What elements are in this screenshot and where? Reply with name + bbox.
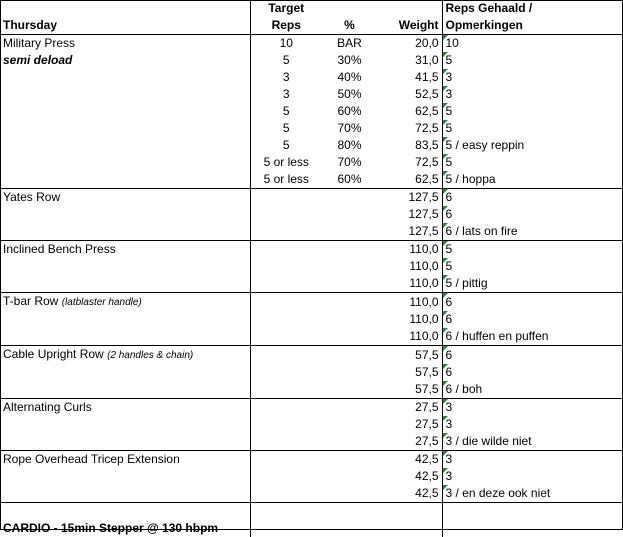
target-reps-cell[interactable]: 10 [279, 36, 293, 50]
notes-text: 6 [445, 365, 453, 379]
weight-cell[interactable]: 31,0 [377, 52, 442, 69]
exercise-name: Cable Upright Row [3, 347, 104, 361]
error-flag-icon [443, 416, 448, 421]
table-row [0, 223, 623, 241]
percent-cell[interactable] [322, 241, 377, 259]
error-flag-icon [443, 86, 448, 91]
weight-cell[interactable]: 72,5 [377, 120, 442, 137]
notes-cell[interactable] [442, 189, 623, 207]
notes-text: 5 [445, 53, 453, 67]
table-row [0, 451, 623, 469]
notes-text: 3 [445, 87, 453, 101]
notes-text: 5 / easy reppin [445, 138, 525, 152]
table-row [0, 86, 623, 103]
error-flag-icon [443, 52, 448, 57]
percent-cell[interactable] [322, 451, 377, 469]
table-row [0, 52, 623, 69]
notes-text: 6 / huffen en puffen [445, 329, 549, 343]
error-flag-icon [443, 171, 448, 176]
exercise-cell[interactable] [0, 120, 250, 137]
error-flag-icon [443, 69, 448, 74]
table-row [0, 311, 623, 328]
notes-cell[interactable] [442, 241, 623, 259]
error-flag-icon [443, 275, 448, 280]
notes-text: 5 / hoppa [445, 172, 496, 186]
error-flag-icon [443, 433, 448, 438]
weight-header-spacer [377, 0, 442, 17]
exercise-cell[interactable] [0, 69, 250, 86]
table-row [0, 120, 623, 137]
exercise-cell[interactable] [0, 381, 250, 399]
percent-cell[interactable]: 60% [337, 104, 362, 118]
table-row [0, 35, 623, 53]
exercise-cell[interactable] [0, 86, 250, 103]
notes-text: 6 / boh [445, 382, 483, 396]
notes-text: 3 [445, 452, 453, 466]
notes-cell[interactable] [442, 223, 623, 241]
percent-header: % [322, 17, 377, 35]
weight-cell[interactable]: 57,5 [377, 346, 442, 365]
target-reps-cell[interactable] [250, 275, 322, 293]
notes-cell[interactable] [442, 154, 623, 171]
target-reps-cell[interactable] [250, 206, 322, 223]
weight-cell[interactable]: 72,5 [377, 154, 442, 171]
percent-cell[interactable] [322, 206, 377, 223]
exercise-cell[interactable] [0, 364, 250, 381]
exercise-cell[interactable] [0, 433, 250, 451]
target-reps-cell[interactable]: 5 or less [263, 155, 309, 169]
error-flag-icon [443, 154, 448, 159]
notes-cell[interactable] [442, 399, 623, 417]
error-flag-icon [443, 241, 448, 246]
target-reps-cell[interactable]: 5 [282, 53, 290, 67]
weight-cell[interactable]: 57,5 [377, 364, 442, 381]
table-row [0, 416, 623, 433]
spacer-row [0, 503, 623, 521]
notes-text: 5 [445, 259, 453, 273]
percent-cell[interactable]: 30% [337, 53, 362, 67]
target-reps-cell[interactable]: 3 [282, 87, 290, 101]
target-reps-cell[interactable]: 5 or less [263, 172, 309, 186]
target-reps-cell[interactable] [250, 189, 322, 207]
notes-text: 6 [445, 190, 453, 204]
notes-cell[interactable] [442, 137, 623, 154]
target-reps-cell[interactable] [250, 293, 322, 312]
target-reps-cell[interactable] [250, 223, 322, 241]
cardio-row [0, 520, 623, 537]
weight-cell[interactable]: 57,5 [377, 381, 442, 399]
weight-cell[interactable]: 20,0 [377, 35, 442, 53]
weight-cell[interactable]: 42,5 [377, 451, 442, 469]
notes-text: 5 [445, 121, 453, 135]
header-spacer [0, 0, 250, 17]
error-flag-icon [443, 381, 448, 386]
error-flag-icon [443, 399, 448, 404]
weight-cell[interactable]: 110,0 [377, 275, 442, 293]
exercise-cell[interactable] [0, 52, 250, 69]
notes-cell[interactable] [442, 52, 623, 69]
error-flag-icon [443, 137, 448, 142]
weight-cell[interactable]: 83,5 [377, 137, 442, 154]
header-row-1 [0, 0, 623, 17]
exercise-cell[interactable] [0, 275, 250, 293]
table-row [0, 69, 623, 86]
weight-cell[interactable]: 52,5 [377, 86, 442, 103]
percent-cell[interactable]: 60% [337, 172, 362, 186]
exercise-cell[interactable] [0, 293, 250, 312]
notes-text: 5 [445, 104, 453, 118]
exercise-name: T-bar Row [3, 294, 59, 308]
percent-header-spacer [322, 0, 377, 17]
exercise-cell[interactable] [0, 451, 250, 469]
notes-cell[interactable] [442, 433, 623, 451]
target-reps-cell[interactable] [250, 381, 322, 399]
exercise-cell[interactable] [0, 154, 250, 171]
percent-cell[interactable] [322, 364, 377, 381]
exercise-cell[interactable] [0, 416, 250, 433]
notes-text: 6 [445, 207, 453, 221]
notes-cell[interactable] [442, 69, 623, 86]
exercise-cell[interactable] [0, 171, 250, 189]
exercise-name: Military Press [3, 36, 76, 50]
exercise-note: (latblaster handle) [61, 297, 142, 308]
table-row [0, 103, 623, 120]
percent-cell[interactable]: 70% [337, 155, 362, 169]
notes-text: 6 / lats on fire [445, 224, 518, 238]
exercise-cell[interactable] [0, 468, 250, 485]
percent-cell[interactable] [322, 416, 377, 433]
notes-cell[interactable] [442, 171, 623, 189]
table-row [0, 433, 623, 451]
notes-text: 5 / pittig [445, 276, 488, 290]
table-row [0, 189, 623, 207]
target-reps-cell[interactable] [250, 399, 322, 417]
weight-cell[interactable]: 62,5 [377, 171, 442, 189]
empty-cell [377, 520, 442, 537]
table-row [0, 154, 623, 171]
target-reps-cell[interactable]: 5 [282, 104, 290, 118]
table-row [0, 346, 623, 365]
percent-cell[interactable] [322, 275, 377, 293]
empty-cell [377, 503, 442, 521]
error-flag-icon [443, 35, 448, 40]
target-reps-cell[interactable] [250, 241, 322, 259]
notes-cell[interactable] [442, 86, 623, 103]
weight-cell[interactable]: 62,5 [377, 103, 442, 120]
notes-cell[interactable] [442, 468, 623, 485]
exercise-cell[interactable] [0, 241, 250, 259]
error-flag-icon [443, 346, 448, 351]
target-reps-cell[interactable]: 3 [282, 70, 290, 84]
error-flag-icon [443, 258, 448, 263]
percent-cell[interactable] [322, 293, 377, 312]
error-flag-icon [443, 189, 448, 194]
target-reps-cell[interactable] [250, 433, 322, 451]
empty-cell [250, 520, 322, 537]
exercise-cell[interactable] [0, 35, 250, 53]
notes-cell[interactable] [442, 364, 623, 381]
notes-cell[interactable] [442, 275, 623, 293]
error-flag-icon [443, 485, 448, 490]
percent-cell[interactable] [322, 485, 377, 503]
notes-text: 5 [445, 242, 453, 256]
exercise-name: Inclined Bench Press [3, 242, 116, 256]
notes-text: 5 [445, 155, 453, 169]
exercise-cell[interactable] [0, 311, 250, 328]
table-row [0, 364, 623, 381]
exercise-note: (2 handles & chain) [107, 350, 194, 361]
error-flag-icon [443, 120, 448, 125]
percent-cell[interactable] [322, 311, 377, 328]
empty-cell [322, 520, 377, 537]
target-reps-cell[interactable]: 5 [282, 138, 290, 152]
notes-text: 6 [445, 347, 453, 362]
error-flag-icon [443, 223, 448, 228]
notes-text: 3 [445, 469, 453, 483]
weight-cell[interactable]: 127,5 [377, 223, 442, 241]
notes-cell[interactable] [442, 293, 623, 312]
percent-cell[interactable] [322, 346, 377, 365]
header-row-2 [0, 17, 623, 35]
notes-cell[interactable] [442, 103, 623, 120]
empty-cell [442, 520, 623, 537]
target-reps-cell[interactable] [250, 258, 322, 275]
notes-text: 3 [445, 417, 453, 431]
notes-text: 10 [445, 36, 459, 50]
table-row [0, 328, 623, 346]
notes-cell[interactable] [442, 451, 623, 469]
target-reps-cell[interactable] [250, 328, 322, 346]
table-row [0, 258, 623, 275]
table-row [0, 241, 623, 259]
notes-text: 6 [445, 294, 453, 309]
table-row [0, 485, 623, 503]
weight-cell[interactable]: 27,5 [377, 399, 442, 417]
percent-cell[interactable] [322, 223, 377, 241]
weight-cell[interactable]: 110,0 [377, 293, 442, 312]
page-title: Thursday [0, 17, 250, 35]
exercise-cell[interactable] [0, 206, 250, 223]
weight-header: Weight [377, 17, 442, 35]
notes-text: 6 [445, 312, 453, 326]
table-row [0, 399, 623, 417]
exercise-cell[interactable] [0, 189, 250, 207]
weight-cell[interactable]: 110,0 [377, 311, 442, 328]
percent-cell[interactable] [322, 381, 377, 399]
percent-cell[interactable] [322, 189, 377, 207]
notes-text: 3 / die wilde niet [445, 434, 532, 448]
error-flag-icon [443, 451, 448, 456]
notes-text: 3 [445, 400, 453, 414]
percent-cell[interactable] [322, 433, 377, 451]
notes-cell[interactable] [442, 381, 623, 399]
exercise-name: semi deload [3, 53, 73, 67]
table-row [0, 293, 623, 312]
percent-cell[interactable]: 50% [337, 87, 362, 101]
weight-cell[interactable]: 110,0 [377, 328, 442, 346]
percent-cell[interactable] [322, 468, 377, 485]
error-flag-icon [443, 364, 448, 369]
percent-cell[interactable]: BAR [337, 36, 362, 50]
exercise-cell[interactable] [0, 328, 250, 346]
weight-cell[interactable]: 110,0 [377, 241, 442, 259]
percent-cell[interactable]: 70% [337, 121, 362, 135]
exercise-name: Yates Row [3, 190, 61, 204]
empty-cell [322, 503, 377, 521]
exercise-cell[interactable] [0, 485, 250, 503]
percent-cell[interactable]: 40% [337, 70, 362, 84]
target-reps-cell[interactable]: 5 [282, 121, 290, 135]
notes-cell[interactable] [442, 206, 623, 223]
empty-cell [442, 503, 623, 521]
target-reps-cell[interactable] [250, 346, 322, 365]
table-row [0, 171, 623, 189]
notes-text: 3 / en deze ook niet [445, 486, 551, 500]
notes-text: 3 [445, 70, 453, 84]
percent-cell[interactable] [322, 258, 377, 275]
exercise-name: Alternating Curls [3, 400, 92, 414]
weight-cell[interactable]: 42,5 [377, 485, 442, 503]
table-row [0, 206, 623, 223]
notes-cell[interactable] [442, 416, 623, 433]
target-reps-cell[interactable] [250, 451, 322, 469]
notes-header-line1: Reps Gehaald / [445, 1, 533, 15]
exercise-cell[interactable] [0, 346, 250, 365]
target-reps-cell[interactable] [250, 364, 322, 381]
weight-cell[interactable]: 27,5 [377, 433, 442, 451]
notes-cell[interactable] [442, 258, 623, 275]
table-row [0, 275, 623, 293]
table-row [0, 468, 623, 485]
weight-cell[interactable]: 127,5 [377, 206, 442, 223]
weight-cell[interactable]: 41,5 [377, 69, 442, 86]
exercise-cell[interactable] [0, 399, 250, 417]
target-reps-header-line2: Reps [250, 17, 322, 35]
target-reps-cell[interactable] [250, 311, 322, 328]
table-row [0, 137, 623, 154]
notes-cell[interactable] [442, 485, 623, 503]
cardio-note[interactable]: CARDIO - 15min Stepper @ 130 hbpm [0, 520, 250, 537]
weight-cell[interactable]: 42,5 [377, 468, 442, 485]
notes-cell[interactable] [442, 328, 623, 346]
notes-cell[interactable] [442, 120, 623, 137]
error-flag-icon [443, 328, 448, 333]
notes-header-line2: Opmerkingen [442, 17, 623, 35]
exercise-cell[interactable] [0, 223, 250, 241]
notes-cell[interactable] [442, 35, 623, 53]
error-flag-icon [443, 206, 448, 211]
error-flag-icon [443, 103, 448, 108]
empty-cell [250, 503, 322, 521]
percent-cell[interactable]: 80% [337, 138, 362, 152]
percent-cell[interactable] [322, 399, 377, 417]
exercise-cell[interactable] [0, 103, 250, 120]
target-reps-cell[interactable] [250, 468, 322, 485]
error-flag-icon [443, 311, 448, 316]
weight-cell[interactable]: 27,5 [377, 416, 442, 433]
percent-cell[interactable] [322, 328, 377, 346]
notes-cell[interactable] [442, 346, 623, 365]
exercise-cell[interactable] [0, 137, 250, 154]
target-reps-cell[interactable] [250, 416, 322, 433]
weight-cell[interactable]: 110,0 [377, 258, 442, 275]
error-flag-icon [443, 468, 448, 473]
target-reps-header-line1: Target [268, 1, 305, 15]
exercise-cell[interactable] [0, 258, 250, 275]
target-reps-cell[interactable] [250, 485, 322, 503]
error-flag-icon [443, 293, 448, 298]
exercise-name: Rope Overhead Tricep Extension [3, 452, 180, 466]
empty-cell [0, 503, 250, 521]
table-row [0, 381, 623, 399]
notes-cell[interactable] [442, 311, 623, 328]
weight-cell[interactable]: 127,5 [377, 189, 442, 207]
